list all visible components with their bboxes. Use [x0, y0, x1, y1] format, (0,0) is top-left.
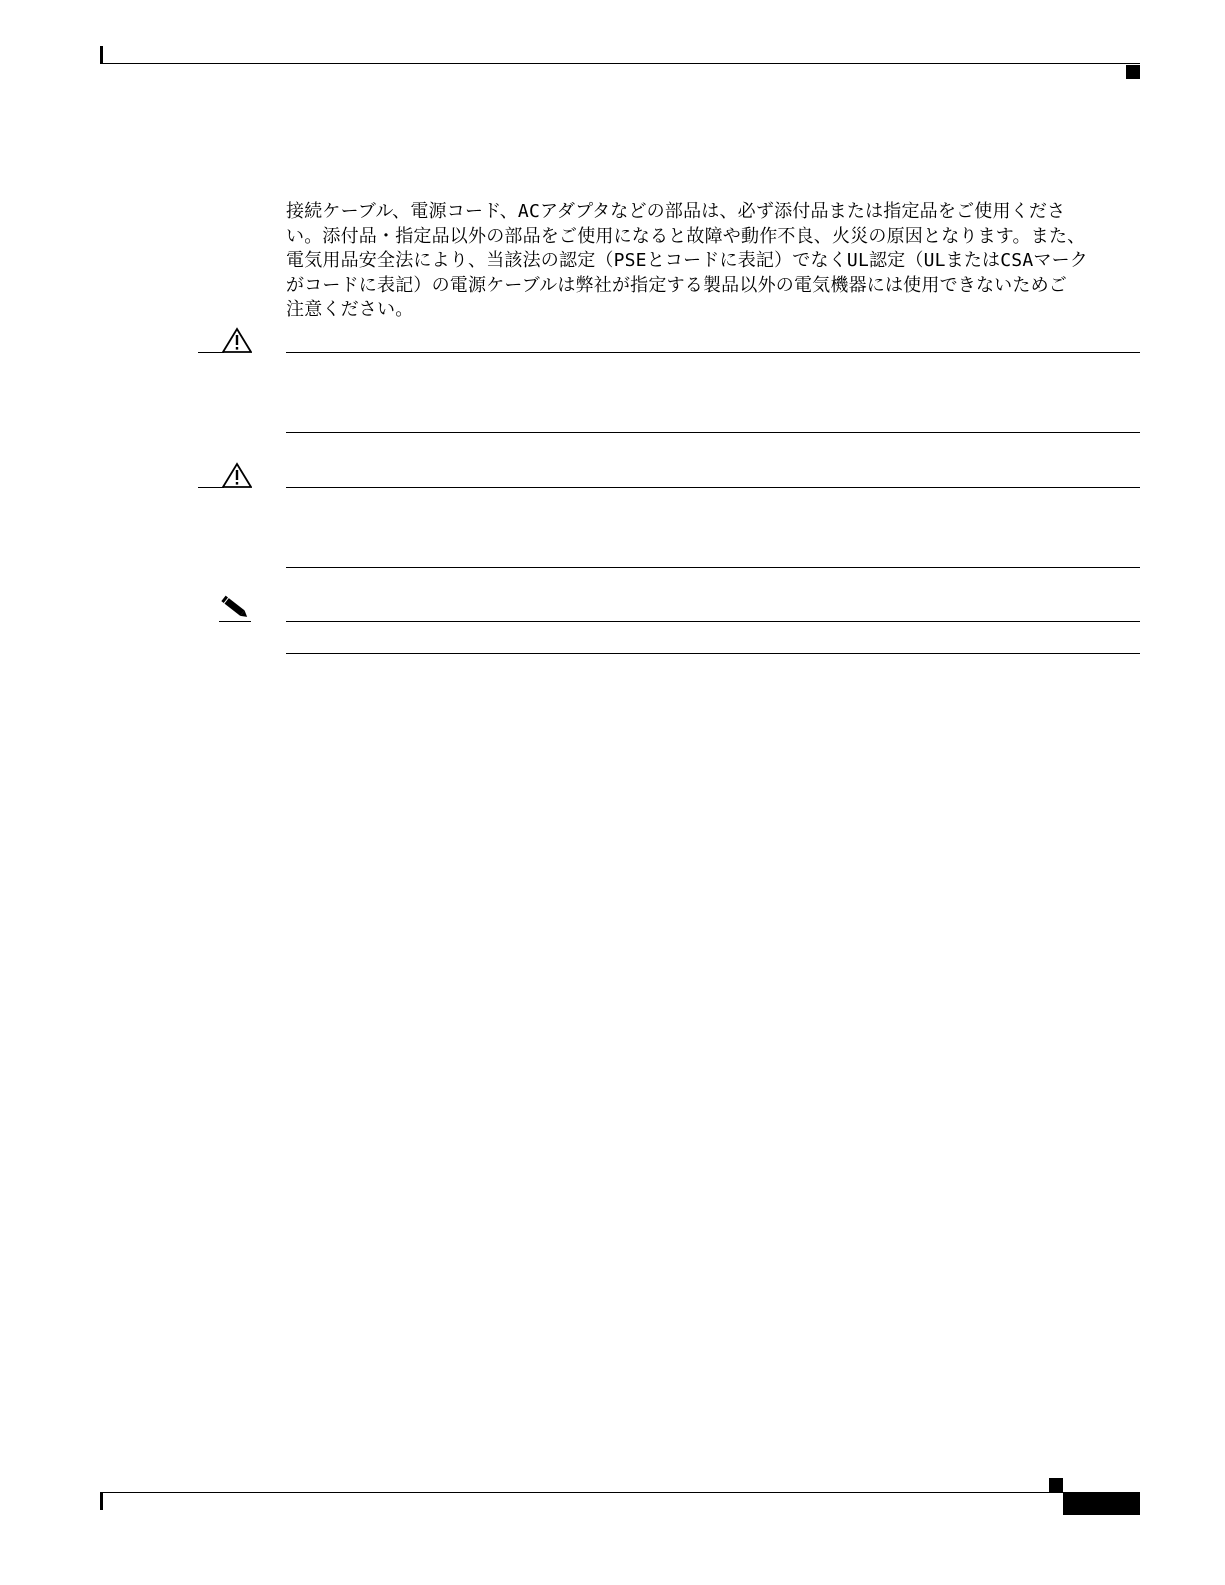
note-body [286, 622, 1140, 653]
header-marker-square [1126, 65, 1140, 79]
note-pencil-icon [215, 594, 255, 622]
page-number-tab [1063, 1493, 1140, 1515]
note-bottom-rule [286, 653, 1140, 654]
footer-marker-square [1049, 1478, 1063, 1492]
caution-bottom-rule [286, 432, 1140, 433]
body-paragraph: 接続ケーブル、電源コード、ACアダプタなどの部品は、必ず添付品または指定品をご使用くださ い。添付品・指定品以外の部品をご使用になると故障や動作不良、火災の原因となります。また、 電気用品安全法により、当該法の認定（PSEとコードに表記）でなくUL認定（ULまたはCSAマーク がコードに表記）の電源ケーブルは弊社が指定する製品以外の電気機器には使用できないためご 注意ください。 [286, 201, 1088, 320]
caution-triangle-icon [198, 460, 252, 488]
footer-rule [100, 1492, 1140, 1493]
caution-body [286, 353, 1140, 432]
caution-body [286, 488, 1140, 567]
footer-margin-tick [100, 1492, 103, 1510]
caution-bottom-rule [286, 567, 1140, 568]
header-margin-tick [100, 46, 103, 64]
caution-triangle-icon [198, 325, 252, 353]
header-rule [100, 63, 1140, 64]
